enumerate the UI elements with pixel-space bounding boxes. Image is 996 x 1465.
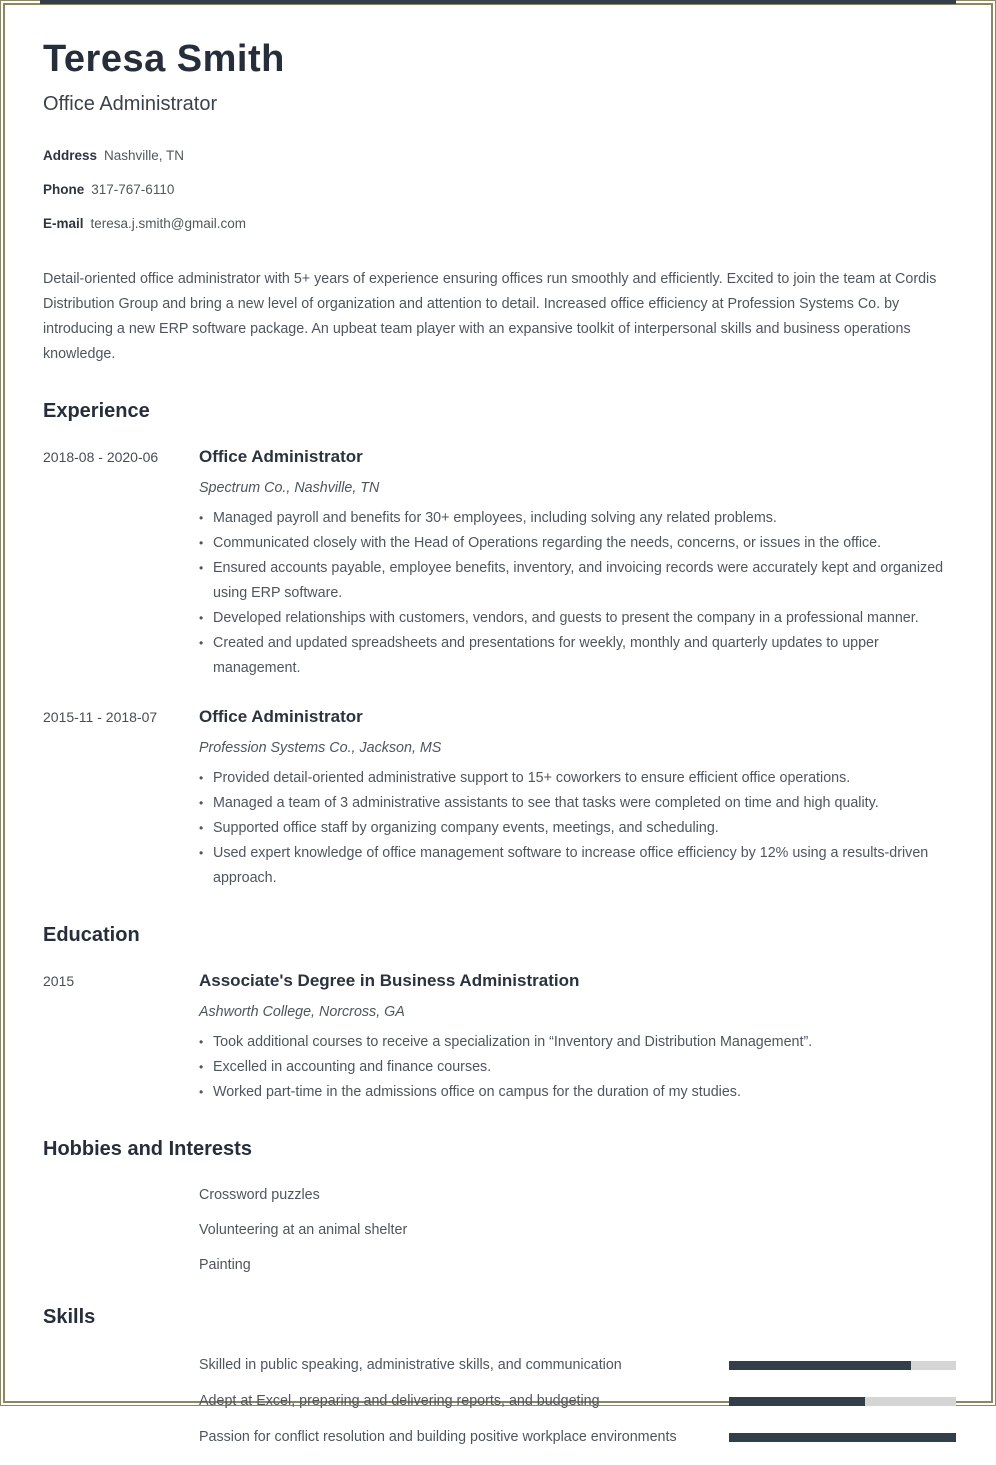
- skill-level-fill: [729, 1433, 956, 1442]
- skill-label: Passion for conflict resolution and building positive workplace environments: [199, 1429, 677, 1445]
- experience-bullet-list: [199, 766, 956, 891]
- experience-bullet-list: [199, 506, 956, 681]
- skill-row: [199, 1429, 956, 1445]
- education-bullet: • Took additional courses to receive a specialization in “Inventory and Distribution Management”.: [199, 1030, 956, 1055]
- experience-company: Profession Systems Co., Jackson, MS: [199, 740, 442, 756]
- contact-email-label: E-mail: [43, 216, 84, 231]
- education-school: Ashworth College, Norcross, GA: [199, 1004, 405, 1020]
- section-heading-experience: Experience: [43, 400, 150, 422]
- experience-bullet: • Managed a team of 3 administrative assistants to see that tasks were completed on time and high quality.: [199, 791, 956, 816]
- experience-date: 2018-08 - 2020-06: [43, 449, 159, 465]
- experience-entry: [43, 707, 956, 891]
- contact-info: [43, 148, 956, 231]
- education-degree: Associate's Degree in Business Administration: [199, 971, 580, 990]
- contact-phone-label: Phone: [43, 182, 85, 197]
- skill-row: [199, 1357, 956, 1373]
- section-heading-education: Education: [43, 924, 140, 946]
- skill-level-fill: [729, 1397, 865, 1406]
- skill-label: Adept at Excel, preparing and delivering reports, and budgeting: [199, 1393, 600, 1409]
- education-date: 2015: [43, 973, 75, 989]
- experience-bullet: • Provided detail-oriented administrative support to 15+ coworkers to ensure efficient office operations.: [199, 766, 956, 791]
- contact-address-value: Nashville, TN: [104, 148, 185, 163]
- section-heading-hobbies: Hobbies and Interests: [43, 1138, 252, 1160]
- section-heading-skills: Skills: [43, 1306, 96, 1328]
- candidate-name: Teresa Smith: [43, 38, 285, 80]
- experience-bullet: • Used expert knowledge of office management software to increase office efficiency by 12% using a results-driven approach.: [199, 841, 956, 891]
- experience-bullet: • Ensured accounts payable, employee benefits, inventory, and invoicing records were accurately kept and organized using ERP software.: [199, 556, 956, 606]
- skill-level-bar: [729, 1361, 956, 1370]
- contact-phone-value: 317-767-6110: [91, 182, 175, 197]
- candidate-job-title: Office Administrator: [43, 93, 218, 115]
- skill-level-fill: [729, 1361, 911, 1370]
- experience-bullet: • Managed payroll and benefits for 30+ employees, including solving any related problems.: [199, 506, 956, 531]
- skill-level-bar: [729, 1433, 956, 1442]
- education-entry: [43, 971, 956, 1105]
- experience-company: Spectrum Co., Nashville, TN: [199, 480, 380, 496]
- experience-bullet: • Supported office staff by organizing company events, meetings, and scheduling.: [199, 816, 956, 841]
- experience-title: Office Administrator: [199, 447, 363, 466]
- experience-bullet: • Communicated closely with the Head of Operations regarding the needs, concerns, or issues in the office.: [199, 531, 956, 556]
- skill-level-bar: [729, 1397, 956, 1406]
- education-bullet-list: [199, 1030, 956, 1105]
- education-bullet: • Worked part-time in the admissions office on campus for the duration of my studies.: [199, 1080, 956, 1105]
- experience-date: 2015-11 - 2018-07: [43, 709, 158, 725]
- hobby-item: Crossword puzzles: [199, 1187, 320, 1203]
- hobby-item: Volunteering at an animal shelter: [199, 1222, 408, 1238]
- hobbies-list: [43, 1187, 956, 1273]
- experience-body: [199, 447, 956, 681]
- top-accent-bar: [40, 0, 956, 4]
- contact-email-value: teresa.j.smith@gmail.com: [90, 216, 247, 231]
- contact-phone-row: [43, 182, 956, 197]
- hobby-item: Painting: [199, 1257, 251, 1273]
- skill-label: Skilled in public speaking, administrative skills, and communication: [199, 1357, 622, 1373]
- experience-bullet: • Created and updated spreadsheets and presentations for weekly, monthly and quarterly updates to upper management.: [199, 631, 956, 681]
- experience-entry: [43, 447, 956, 681]
- skills-list: [43, 1357, 956, 1445]
- contact-email-row: [43, 216, 956, 231]
- skill-row: [199, 1393, 956, 1409]
- contact-address-row: [43, 148, 956, 163]
- experience-body: [199, 707, 956, 891]
- education-bullet: • Excelled in accounting and finance courses.: [199, 1055, 956, 1080]
- resume-document: [43, 0, 956, 1465]
- contact-address-label: Address: [43, 148, 98, 163]
- experience-bullet: • Developed relationships with customers, vendors, and guests to present the company in a professional manner.: [199, 606, 956, 631]
- profile-summary: Detail-oriented office administrator with 5+ years of experience ensuring offices run smoothly and efficiently. Excited to join the team at Cordis Distribution Group and bring a new level of organization and attention to detail. Increased office efficiency at Profession Systems Co. by introducing a new ERP software package. An upbeat team player with an expansive toolkit of interpersonal skills and business operations knowledge.: [43, 271, 937, 362]
- experience-title: Office Administrator: [199, 707, 363, 726]
- education-body: [199, 971, 956, 1105]
